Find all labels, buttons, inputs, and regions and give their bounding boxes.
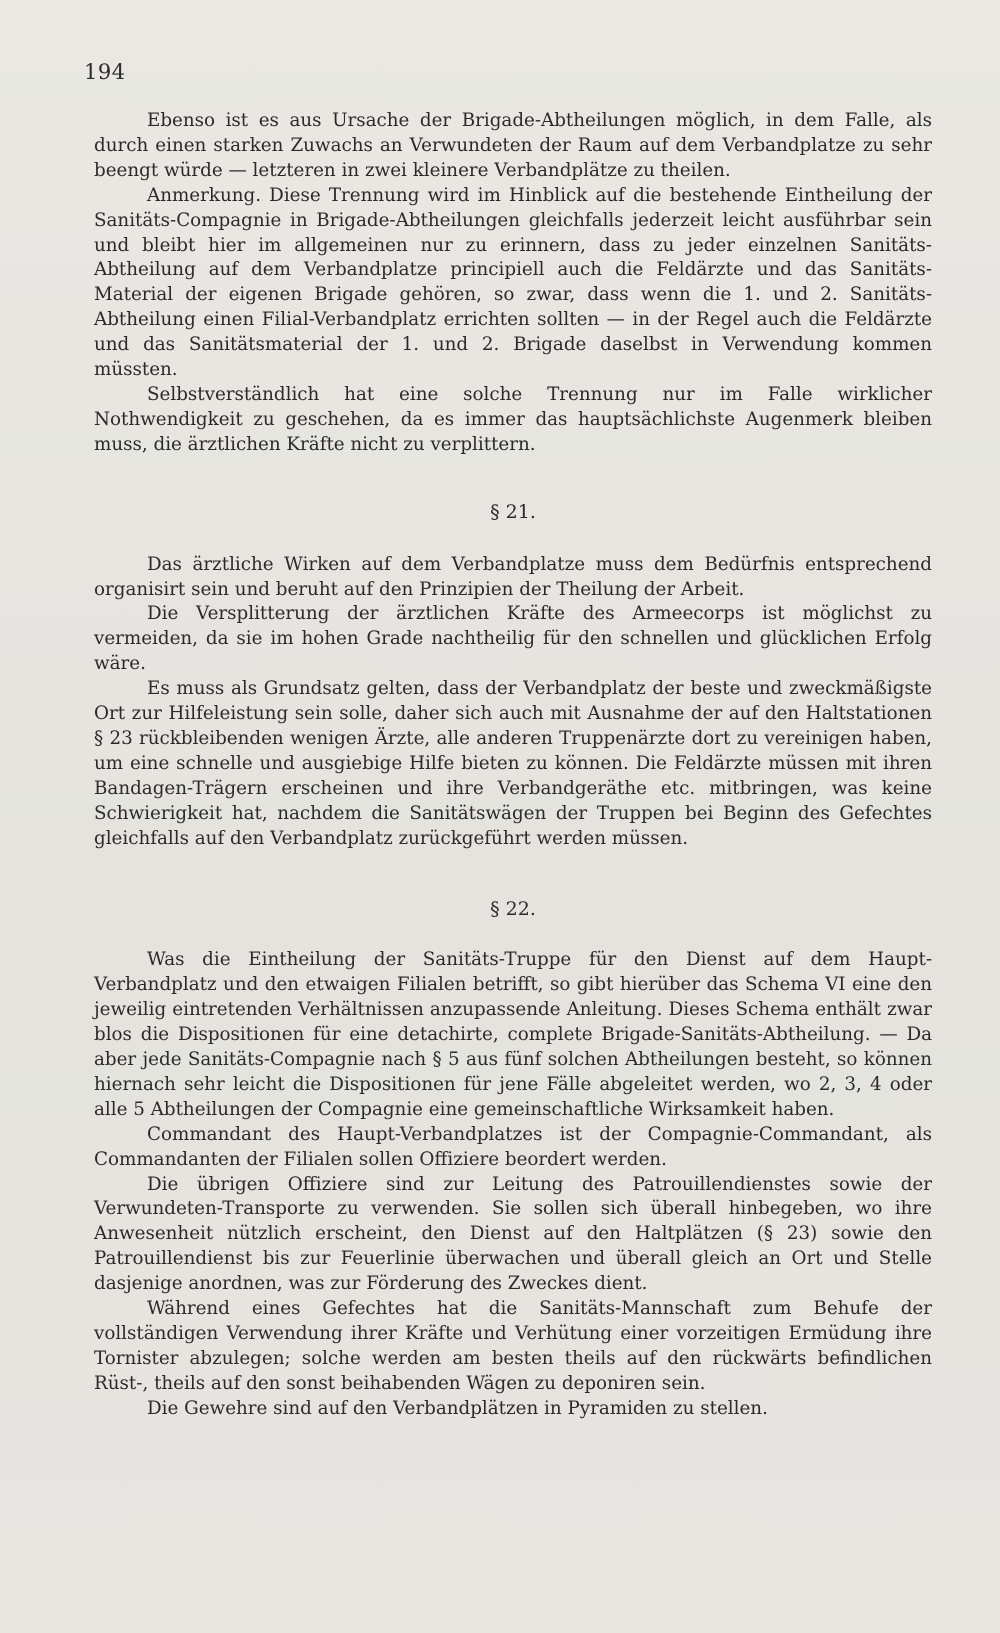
paragraph: Selbstverständlich hat eine solche Trennung nur im Falle wirklicher Nothwendigkeit zu geschehen, da es immer das hauptsächlichste Augenmerk bleiben muss, die ärztlichen Kräfte nicht zu verplittern. [94, 383, 932, 455]
page-body [94, 109, 932, 1422]
paragraph: Commandant des Haupt-Verbandplatzes ist der Compagnie-Commandant, als Commandanten der Filialen sollen Offiziere beordert werden. [94, 1123, 932, 1170]
paragraph: Das ärztliche Wirken auf dem Verbandplatze muss dem Bedürfnis entsprechend organisirt sein und beruht auf den Prinzipien der Theilung der Arbeit. [94, 553, 932, 600]
section-heading-21: § 21. [490, 500, 536, 523]
remark-paragraph: Anmerkung. Diese Trennung wird im Hinblick auf die bestehende Eintheilung der Sanitäts-Compagnie in Brigade-Abtheilungen gleichfalls jederzeit leicht ausführbar sein und bleibt hier im allgemeinen nur zu erinnern, dass zu jeder einzelnen Sanitäts-Abtheilung auf dem Verbandplatze principiell auch die Feldärzte und das Sanitäts-Material der eigenen Brigade gehören, so zwar, dass wenn die 1. und 2. Sanitäts-Abtheilung einen Filial-Verbandplatz errichten sollten — in der Regel auch die Feldärzte und das Sanitätsmaterial der 1. und 2. Brigade daselbst in Verwendung kommen müssten. [94, 184, 932, 381]
paragraph: Was die Eintheilung der Sanitäts-Truppe für den Dienst auf dem Haupt-Verbandplatz und den etwaigen Filialen betrifft, so gibt hierüber das Schema VI eine den jeweilig eintretenden Verhältnissen anzupassende Anleitung. Dieses Schema enthält zwar blos die Dispositionen für eine detachirte, complete Brigade-Sanitäts-Abtheilung. — Da aber jede Sanitäts-Compagnie nach § 5 aus fünf solchen Abtheilungen besteht, so können hiernach sehr leicht die Dispositionen für jene Fälle abgeleitet werden, wo 2, 3, 4 oder alle 5 Abtheilungen der Compagnie eine gemeinschaftliche Wirksamkeit haben. [94, 949, 932, 1120]
page-number: 194 [84, 60, 126, 84]
paragraph: Es muss als Grundsatz gelten, dass der Verbandplatz der beste und zweckmäßigste Ort zur Hilfeleistung sein solle, daher sich auch mit Ausnahme der auf den Haltstationen § 23 rückbleibenden wenigen Ärzte, alle anderen Truppenärzte dort zu vereinigen haben, um eine schnelle und ausgiebige Hilfe bieten zu können. Die Feldärzte müssen mit ihren Bandagen-Trägern erscheinen und ihre Verbandgeräthe etc. mitbringen, was keine Schwierigkeit hat, nachdem die Sanitätswägen der Truppen bei Beginn des Gefechtes gleichfalls auf den Verbandplatz zurückgeführt werden müssen. [94, 678, 932, 849]
paragraph: Die übrigen Offiziere sind zur Leitung des Patrouillendienstes sowie der Verwundeten-Transporte zu verwenden. Sie sollen sich überall hinbegeben, wo ihre Anwesenheit nützlich erscheint, den Dienst auf den Haltplätzen (§ 23) sowie den Patrouillendienst bis zur Feuerlinie überwachen und überall gleich an Ort und Stelle dasjenige anordnen, was zur Förderung des Zweckes dient. [94, 1173, 932, 1295]
paragraph: Während eines Gefechtes hat die Sanitäts-Mannschaft zum Behufe der vollständigen Verwendung ihrer Kräfte und Verhütung einer vorzeitigen Ermüdung ihre Tornister abzulegen; solche werden am besten theils auf den rückwärts befindlichen Rüst-, theils auf den sonst beihabenden Wägen zu deponiren sein. [94, 1298, 932, 1394]
section-heading-22: § 22. [490, 898, 536, 921]
paragraph: Die Versplitterung der ärztlichen Kräfte des Armeecorps ist möglichst zu vermeiden, da sie im hohen Grade nachtheilig für den schnellen und glücklichen Erfolg wäre. [94, 603, 932, 675]
paragraph: Ebenso ist es aus Ursache der Brigade-Abtheilungen möglich, in dem Falle, als durch einen starken Zuwachs an Verwundeten der Raum auf dem Verbandplatze zu sehr beengt würde — letzteren in zwei kleinere Verbandplätze zu theilen. [94, 110, 932, 181]
paragraph: Die Gewehre sind auf den Verbandplätzen in Pyramiden zu stellen. [147, 1397, 768, 1419]
